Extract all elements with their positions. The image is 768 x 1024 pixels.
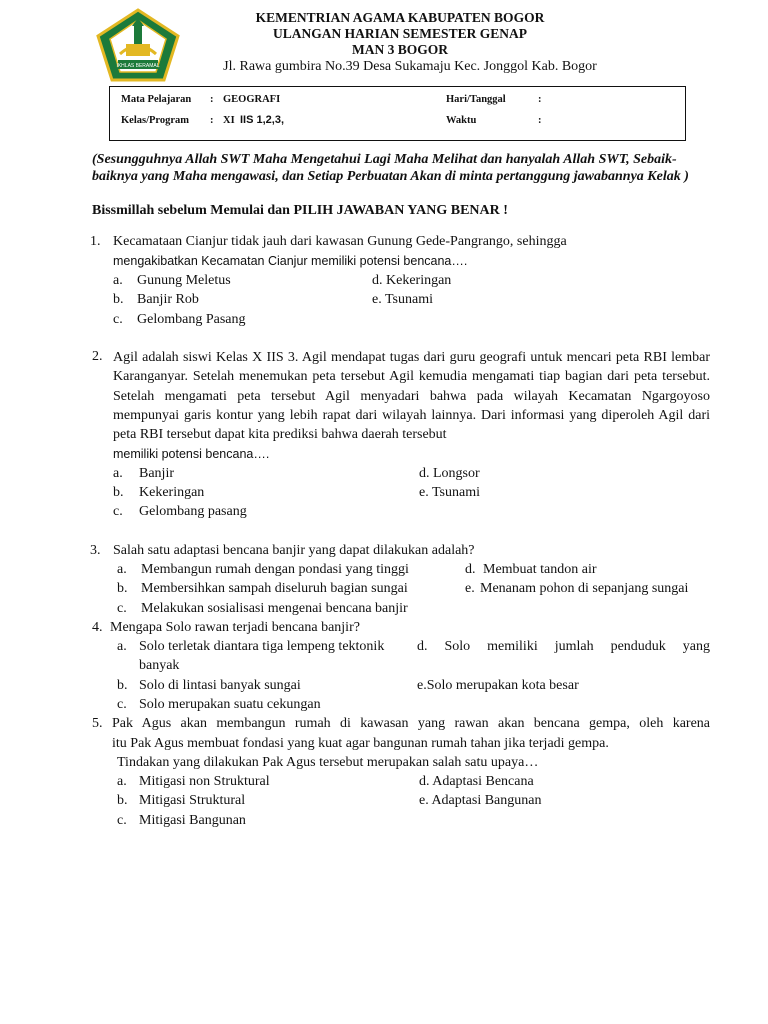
q2-number: 2. bbox=[92, 349, 103, 364]
q1-number: 1. bbox=[90, 234, 101, 249]
q4-option-d: d. Solo memiliki jumlah penduduk yang bbox=[417, 639, 710, 654]
q3-option-e-key: e. bbox=[465, 581, 475, 596]
q3-option-d-key: d. bbox=[465, 562, 476, 577]
day-date-label: Hari/Tanggal bbox=[446, 94, 506, 105]
q3-option-a-key: a. bbox=[117, 562, 127, 577]
q1-option-a: Gunung Meletus bbox=[137, 273, 231, 288]
q4-option-a-key: a. bbox=[117, 639, 127, 654]
q5-option-a: Mitigasi non Struktural bbox=[139, 774, 270, 789]
q3-option-e: Menanam pohon di sepanjang sungai bbox=[480, 581, 689, 596]
q2-option-a: Banjir bbox=[139, 466, 174, 481]
q2-option-b: Kekeringan bbox=[139, 485, 205, 500]
exam-info-box bbox=[109, 86, 686, 141]
q2-option-c-key: c. bbox=[113, 504, 123, 519]
q1-option-c-key: c. bbox=[113, 312, 123, 327]
q5-option-b: Mitigasi Struktural bbox=[139, 793, 246, 808]
class-value: IIS 1,2,3, bbox=[240, 114, 285, 126]
q2-text: Agil adalah siswi Kelas X IIS 3. Agil mendapat tugas dari guru geografi untuk mencari peta RBI lembar Karanganyar. Setelah menemukan peta tersebut Agil kemudia mengamati tiap bagian dari peta tersebut. Setelah mengamati peta tersebut Agil menyadari bahwa pada wilayah Kecamatan Ngargoyoso mempunyai garis kontur yang lebih rapat dari wilayah lainnya. Dari informasi yang diperoleh Agil dari peta RBI tersebut dapat kita prediksi bahwa daerah tersebut bbox=[113, 350, 710, 443]
class-label: Kelas/Program bbox=[121, 115, 190, 126]
q1-option-c: Gelombang Pasang bbox=[137, 312, 246, 327]
q1-option-e: e. Tsunami bbox=[372, 292, 433, 307]
q4-option-a: Solo terletak diantara tiga lempeng tektonik bbox=[139, 639, 385, 654]
q5-option-e: e. Adaptasi Bangunan bbox=[419, 793, 542, 808]
q3-option-b: Membersihkan sampah diseluruh bagian sungai bbox=[141, 581, 408, 596]
q1-option-b: Banjir Rob bbox=[137, 292, 199, 307]
q3-option-a: Membangun rumah dengan pondasi yang tinggi bbox=[141, 562, 409, 577]
q4-option-b-key: b. bbox=[117, 678, 128, 693]
class-value-prefix: XI bbox=[223, 115, 235, 126]
subject-label: Mata Pelajaran bbox=[121, 94, 192, 105]
ministry-logo bbox=[96, 8, 180, 82]
q5-text-line3: Tindakan yang dilakukan Pak Agus tersebut merupakan salah satu upaya… bbox=[117, 755, 539, 770]
header-ministry: KEMENTRIAN AGAMA KABUPATEN BOGOR bbox=[255, 10, 545, 25]
q3-option-c-key: c. bbox=[117, 601, 127, 616]
q2-text-tail: memiliki potensi bencana…. bbox=[113, 447, 270, 461]
q3-option-d: Membuat tandon air bbox=[483, 562, 597, 577]
q5-text-line2: itu Pak Agus membuat fondasi yang kuat agar bangunan rumah tahan jika terjadi gempa. bbox=[112, 736, 609, 751]
logo-banner-text: IKHLAS BERAMAL bbox=[116, 63, 160, 69]
q5-option-d: d. Adaptasi Bencana bbox=[419, 774, 534, 789]
header-school: MAN 3 BOGOR bbox=[352, 42, 448, 57]
q4-text: Mengapa Solo rawan terjadi bencana banjir? bbox=[110, 620, 360, 635]
q5-option-c-key: c. bbox=[117, 813, 127, 828]
q5-text-line1: Pak Agus akan membangun rumah di kawasan yang rawan akan bencana gempa, oleh karena bbox=[112, 716, 710, 731]
day-date-separator: : bbox=[538, 94, 542, 105]
q5-option-c: Mitigasi Bangunan bbox=[139, 813, 246, 828]
q3-option-b-key: b. bbox=[117, 581, 128, 596]
q4-number: 4. bbox=[92, 620, 103, 635]
q4-option-e: e.Solo merupakan kota besar bbox=[417, 678, 579, 693]
q2-option-a-key: a. bbox=[113, 466, 123, 481]
q2-option-d: d. Longsor bbox=[419, 466, 480, 481]
q2-option-b-key: b. bbox=[113, 485, 124, 500]
time-label: Waktu bbox=[446, 115, 477, 126]
q1-text-line2: mengakibatkan Kecamatan Cianjur memiliki potensi bencana…. bbox=[113, 254, 468, 268]
q5-number: 5. bbox=[92, 716, 103, 731]
q5-option-a-key: a. bbox=[117, 774, 127, 789]
instruction: Bissmillah sebelum Memulai dan PILIH JAWABAN YANG BENAR ! bbox=[92, 203, 508, 218]
header-address: Jl. Rawa gumbira No.39 Desa Sukamaju Kec. Jonggol Kab. Bogor bbox=[223, 59, 597, 74]
q2-option-e: e. Tsunami bbox=[419, 485, 480, 500]
time-separator: : bbox=[538, 115, 542, 126]
q2-option-c: Gelombang pasang bbox=[139, 504, 247, 519]
q3-text: Salah satu adaptasi bencana banjir yang dapat dilakukan adalah? bbox=[113, 543, 475, 558]
q1-option-b-key: b. bbox=[113, 292, 124, 307]
q1-option-d: d. Kekeringan bbox=[372, 273, 452, 288]
q1-text-line1: Kecamataan Cianjur tidak jauh dari kawasan Gunung Gede-Pangrango, sehingga bbox=[113, 234, 567, 249]
q3-option-c: Melakukan sosialisasi mengenai bencana banjir bbox=[141, 601, 408, 616]
q4-option-c: Solo merupakan suatu cekungan bbox=[139, 697, 321, 712]
q3-number: 3. bbox=[90, 543, 101, 558]
intro-quote: (Sesungguhnya Allah SWT Maha Mengetahui Lagi Maha Melihat dan hanyalah Allah SWT, Sebaik-baiknya yang Maha mengawasi, dan Setiap Perbuatan Akan di minta pertanggung jawabannya Kelak ) bbox=[92, 152, 689, 184]
subject-separator: : bbox=[210, 94, 214, 105]
q4-option-b: Solo di lintasi banyak sungai bbox=[139, 678, 301, 693]
q4-option-c-key: c. bbox=[117, 697, 127, 712]
header-exam-title: ULANGAN HARIAN SEMESTER GENAP bbox=[273, 26, 527, 41]
class-separator: : bbox=[210, 115, 214, 126]
q4-option-d-continuation: banyak bbox=[139, 658, 180, 673]
q1-option-a-key: a. bbox=[113, 273, 123, 288]
subject-value: GEOGRAFI bbox=[223, 94, 281, 105]
q5-option-b-key: b. bbox=[117, 793, 128, 808]
